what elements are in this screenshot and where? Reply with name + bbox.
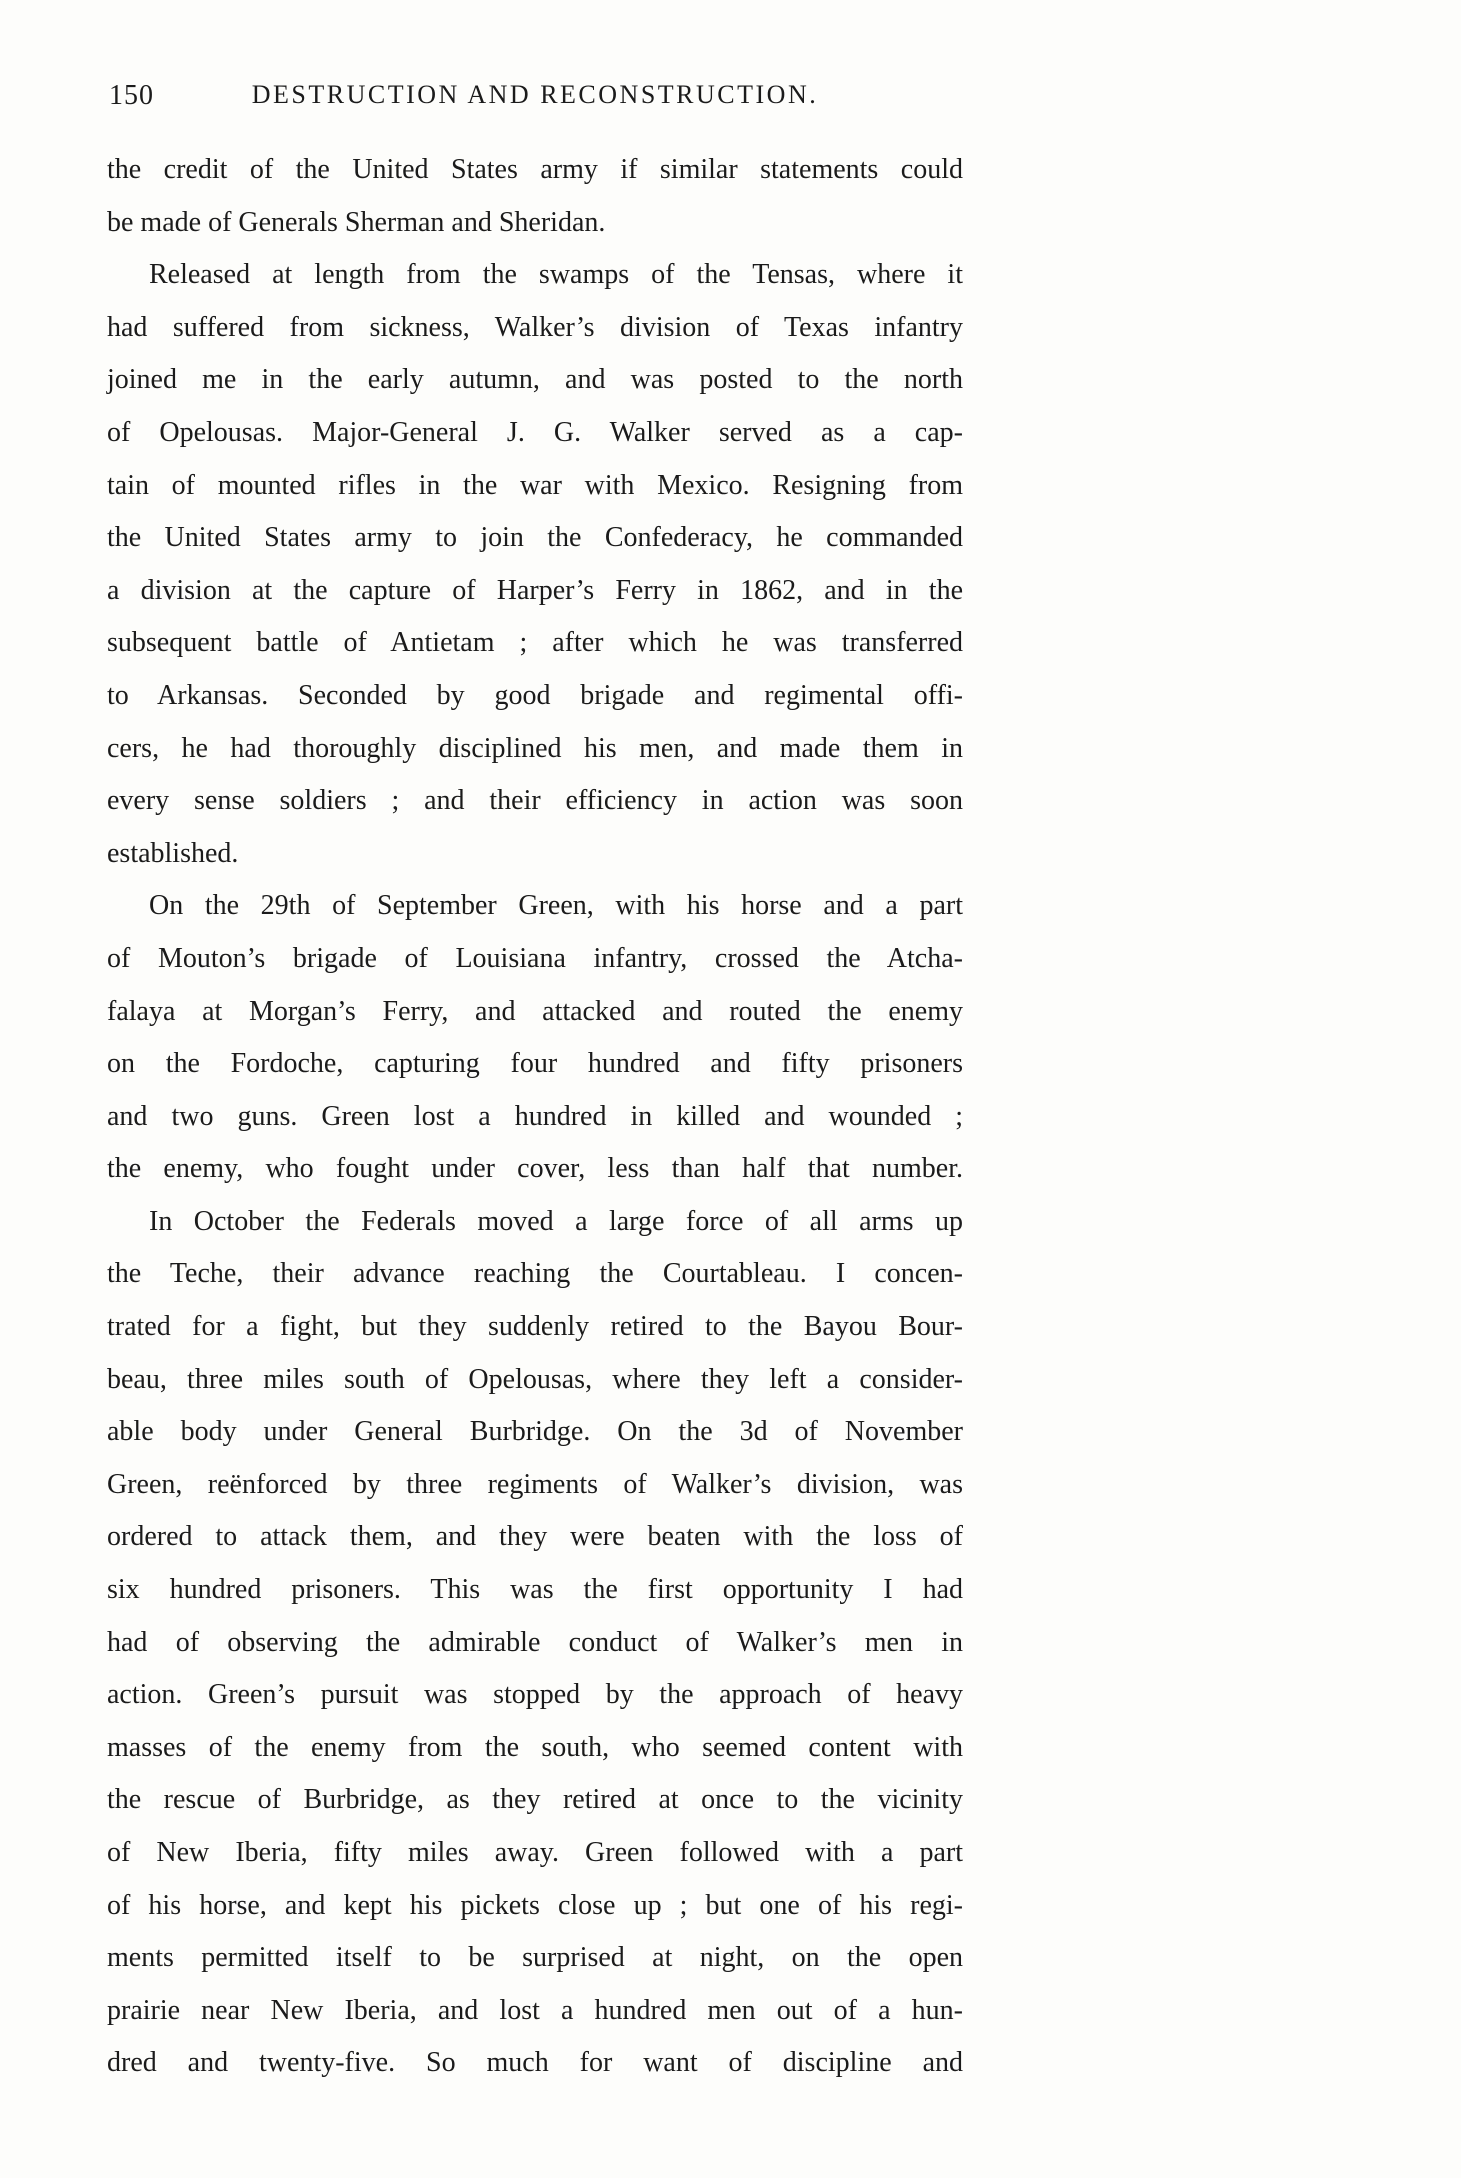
text-line: joined me in the early autumn, and was posted to the north: [107, 364, 963, 396]
text-line: action. Green’s pursuit was stopped by the approach of heavy: [107, 1679, 963, 1711]
text-line: every sense soldiers ; and their efficiency in action was soon: [107, 785, 963, 817]
text-line: trated for a fight, but they suddenly retired to the Bayou Bour-: [107, 1311, 963, 1343]
text-line: of Mouton’s brigade of Louisiana infantry, crossed the Atcha-: [107, 942, 963, 974]
text-line: beau, three miles south of Opelousas, where they left a consider-: [107, 1363, 963, 1395]
text-line: of Opelousas. Major-General J. G. Walker served as a cap-: [107, 416, 963, 448]
text-column: [107, 76, 963, 2090]
text-line: the rescue of Burbridge, as they retired at once to the vicinity: [107, 1784, 963, 1816]
text-line: subsequent battle of Antietam ; after which he was transferred: [107, 627, 963, 659]
text-line: cers, he had thoroughly disciplined his men, and made them in: [107, 732, 963, 764]
text-line: prairie near New Iberia, and lost a hundred men out of a hun-: [107, 1994, 963, 2026]
text-line: falaya at Morgan’s Ferry, and attacked and routed the enemy: [107, 995, 963, 1027]
text-line: the credit of the United States army if similar statements could: [107, 154, 963, 185]
text-line: on the Fordoche, capturing four hundred and fifty prisoners: [107, 1048, 963, 1080]
text-line: tain of mounted rifles in the war with Mexico. Resigning from: [107, 469, 963, 501]
page-body: [107, 144, 963, 2090]
page-header: [107, 76, 963, 118]
text-line: to Arkansas. Seconded by good brigade and regimental offi-: [107, 679, 963, 711]
text-line: six hundred prisoners. This was the first opportunity I had: [107, 1574, 963, 1606]
running-header: DESTRUCTION AND RECONSTRUCTION.: [251, 80, 819, 109]
text-line: able body under General Burbridge. On the 3d of November: [107, 1416, 963, 1448]
text-line: had suffered from sickness, Walker’s division of Texas infantry: [107, 311, 963, 343]
text-line: had of observing the admirable conduct of Walker’s men in: [107, 1626, 963, 1658]
text-line: of New Iberia, fifty miles away. Green followed with a part: [107, 1837, 963, 1868]
text-line: Green, reënforced by three regiments of Walker’s division, was: [107, 1468, 963, 1500]
text-line: be made of Generals Sherman and Sheridan.: [107, 206, 606, 238]
text-line: a division at the capture of Harper’s Ferry in 1862, and in the: [107, 574, 963, 606]
text-line: Released at length from the swamps of the Tensas, where it: [149, 259, 963, 291]
text-line: dred and twenty-five. So much for want of discipline and: [107, 2047, 963, 2079]
text-line: established.: [107, 837, 239, 869]
text-line: On the 29th of September Green, with his horse and a part: [149, 890, 963, 922]
text-line: the enemy, who fought under cover, less than half that number.: [107, 1153, 963, 1185]
text-line: In October the Federals moved a large force of all arms up: [149, 1205, 963, 1237]
text-line: and two guns. Green lost a hundred in killed and wounded ;: [107, 1100, 963, 1132]
text-line: ments permitted itself to be surprised at night, on the open: [107, 1942, 963, 1974]
page-number: 150: [109, 80, 154, 111]
text-line: of his horse, and kept his pickets close up ; but one of his regi-: [107, 1889, 963, 1921]
text-line: ordered to attack them, and they were beaten with the loss of: [107, 1521, 963, 1553]
text-line: masses of the enemy from the south, who seemed content with: [107, 1731, 963, 1763]
text-line: the Teche, their advance reaching the Courtableau. I concen-: [107, 1258, 963, 1290]
text-line: the United States army to join the Confederacy, he commanded: [107, 522, 963, 554]
